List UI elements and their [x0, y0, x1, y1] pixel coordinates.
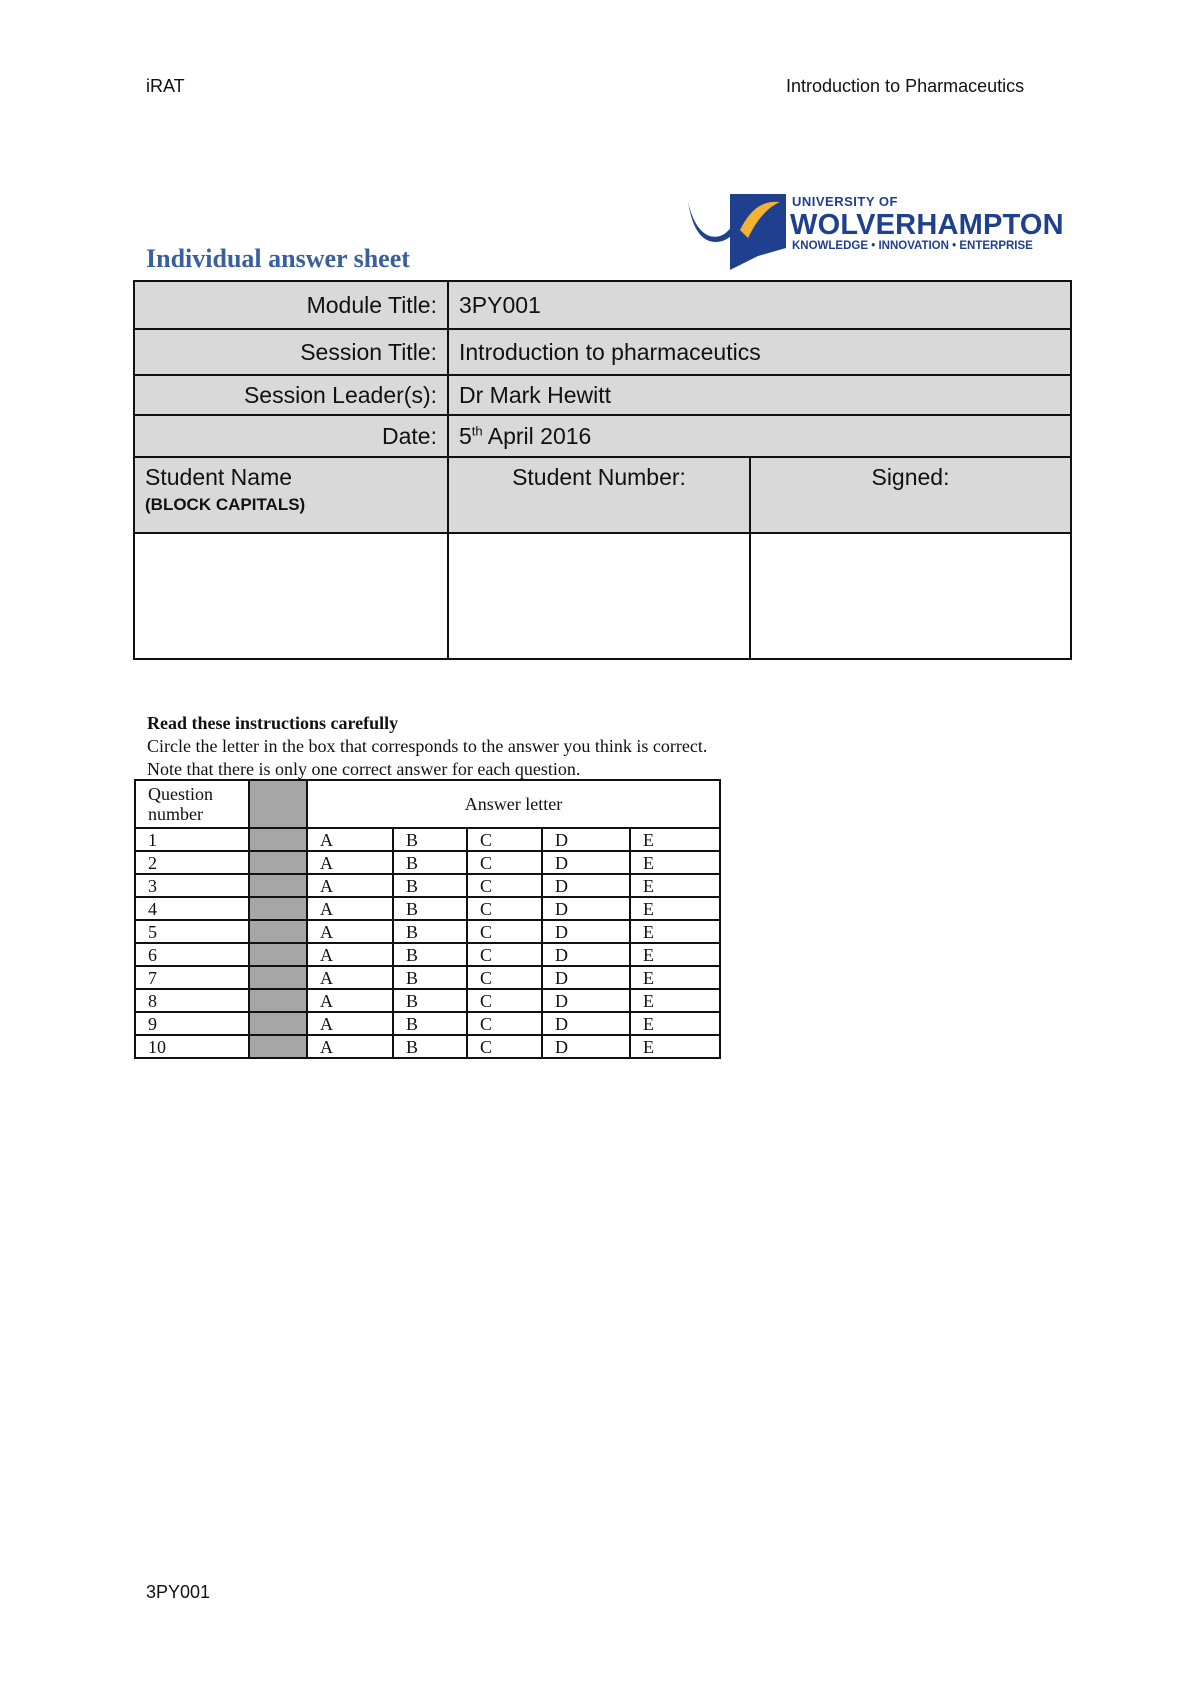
- question-number: 6: [135, 943, 249, 966]
- shaded-cell: [249, 1035, 307, 1058]
- table-row: [135, 874, 720, 897]
- question-number: 4: [135, 897, 249, 920]
- signature-field[interactable]: [750, 533, 1071, 659]
- answer-option[interactable]: C: [467, 989, 542, 1012]
- logo-line-2: WOLVERHAMPTON: [790, 209, 1064, 241]
- header-left: iRAT: [146, 76, 185, 96]
- table-row: [135, 1012, 720, 1035]
- table-row: [135, 897, 720, 920]
- module-title-label: Module Title:: [134, 281, 448, 329]
- answer-option[interactable]: D: [542, 874, 630, 897]
- answer-option[interactable]: C: [467, 897, 542, 920]
- answer-option[interactable]: E: [630, 874, 720, 897]
- answer-option[interactable]: E: [630, 1035, 720, 1058]
- question-number: 10: [135, 1035, 249, 1058]
- student-name-sub: (BLOCK CAPITALS): [145, 495, 306, 514]
- session-title-value: Introduction to pharmaceutics: [448, 329, 1071, 375]
- answer-option[interactable]: D: [542, 989, 630, 1012]
- answer-option[interactable]: E: [630, 851, 720, 874]
- date-rest: April 2016: [482, 422, 592, 449]
- session-info-table: [133, 280, 1072, 660]
- question-number-header: [135, 780, 249, 828]
- instructions-line-1: Circle the letter in the box that corresponds to the answer you think is correct.: [147, 736, 708, 756]
- answer-option[interactable]: D: [542, 920, 630, 943]
- answer-option[interactable]: B: [393, 966, 467, 989]
- footer-code: 3PY001: [146, 1582, 211, 1602]
- logo-tagline: KNOWLEDGE • INNOVATION • ENTERPRISE: [792, 240, 1033, 252]
- student-name-field[interactable]: [134, 533, 448, 659]
- answer-option[interactable]: C: [467, 943, 542, 966]
- student-number-field[interactable]: [448, 533, 750, 659]
- answer-option[interactable]: A: [307, 828, 393, 851]
- answer-option[interactable]: C: [467, 1035, 542, 1058]
- answer-option[interactable]: A: [307, 966, 393, 989]
- answer-option[interactable]: D: [542, 966, 630, 989]
- answer-table: [134, 779, 721, 1059]
- shaded-cell: [249, 920, 307, 943]
- question-number: 8: [135, 989, 249, 1012]
- answer-option[interactable]: A: [307, 874, 393, 897]
- answer-option[interactable]: B: [393, 1035, 467, 1058]
- answer-option[interactable]: B: [393, 851, 467, 874]
- date-value: [448, 415, 1071, 457]
- answer-option[interactable]: C: [467, 874, 542, 897]
- question-header-line-2: number: [148, 804, 203, 824]
- answer-option[interactable]: C: [467, 851, 542, 874]
- question-header-line-1: Question: [148, 784, 213, 804]
- answer-option[interactable]: D: [542, 897, 630, 920]
- shaded-cell: [249, 874, 307, 897]
- answer-option[interactable]: D: [542, 828, 630, 851]
- answer-option[interactable]: A: [307, 1012, 393, 1035]
- instructions-line-2: Note that there is only one correct answer for each question.: [147, 759, 581, 779]
- table-row: [135, 828, 720, 851]
- sheet-title: Individual answer sheet: [146, 244, 410, 273]
- session-title-label: Session Title:: [134, 329, 448, 375]
- table-row: [135, 943, 720, 966]
- answer-option[interactable]: C: [467, 966, 542, 989]
- answer-option[interactable]: A: [307, 989, 393, 1012]
- header-right: Introduction to Pharmaceutics: [786, 76, 1025, 96]
- signed-label: Signed:: [750, 457, 1071, 533]
- answer-option[interactable]: E: [630, 920, 720, 943]
- logo-emblem-icon: [686, 190, 786, 272]
- answer-option[interactable]: C: [467, 1012, 542, 1035]
- answer-option[interactable]: E: [630, 828, 720, 851]
- answer-option[interactable]: B: [393, 989, 467, 1012]
- shaded-cell: [249, 1012, 307, 1035]
- instructions-heading: Read these instructions carefully: [147, 713, 399, 733]
- question-number: 3: [135, 874, 249, 897]
- student-number-label: Student Number:: [448, 457, 750, 533]
- shaded-cell: [249, 897, 307, 920]
- shaded-cell: [249, 851, 307, 874]
- question-number: 2: [135, 851, 249, 874]
- answer-option[interactable]: E: [630, 989, 720, 1012]
- question-number: 7: [135, 966, 249, 989]
- date-day: 5: [459, 422, 472, 449]
- answer-option[interactable]: A: [307, 943, 393, 966]
- university-logo: [686, 190, 1064, 272]
- shaded-cell: [249, 989, 307, 1012]
- table-row: [135, 1035, 720, 1058]
- answer-option[interactable]: B: [393, 828, 467, 851]
- answer-option[interactable]: C: [467, 828, 542, 851]
- answer-option[interactable]: B: [393, 874, 467, 897]
- answer-option[interactable]: E: [630, 897, 720, 920]
- answer-option[interactable]: D: [542, 1012, 630, 1035]
- answer-option[interactable]: A: [307, 920, 393, 943]
- table-row: [135, 851, 720, 874]
- answer-option[interactable]: A: [307, 897, 393, 920]
- student-name-header: [134, 457, 448, 533]
- answer-option[interactable]: B: [393, 943, 467, 966]
- answer-option[interactable]: A: [307, 1035, 393, 1058]
- student-name-label: Student Name: [145, 464, 293, 490]
- answer-option[interactable]: E: [630, 966, 720, 989]
- logo-line-1: UNIVERSITY OF: [792, 194, 898, 209]
- answer-option[interactable]: B: [393, 897, 467, 920]
- table-row: [135, 966, 720, 989]
- table-row: [135, 920, 720, 943]
- shaded-cell: [249, 943, 307, 966]
- session-leader-value: Dr Mark Hewitt: [448, 375, 1071, 415]
- answer-option[interactable]: A: [307, 851, 393, 874]
- instructions: [147, 712, 707, 781]
- answer-letter-header: Answer letter: [307, 780, 720, 828]
- question-number: 9: [135, 1012, 249, 1035]
- session-leader-label: Session Leader(s):: [134, 375, 448, 415]
- module-title-value: 3PY001: [448, 281, 1071, 329]
- shaded-cell: [249, 828, 307, 851]
- answer-rows: [135, 828, 720, 1058]
- shaded-column: [249, 780, 307, 828]
- question-number: 5: [135, 920, 249, 943]
- date-suffix: th: [471, 422, 483, 438]
- answer-option[interactable]: C: [467, 920, 542, 943]
- answer-option[interactable]: B: [393, 920, 467, 943]
- answer-option[interactable]: D: [542, 943, 630, 966]
- table-row: [135, 989, 720, 1012]
- date-label: Date:: [134, 415, 448, 457]
- answer-option[interactable]: E: [630, 943, 720, 966]
- shaded-cell: [249, 966, 307, 989]
- question-number: 1: [135, 828, 249, 851]
- answer-option[interactable]: E: [630, 1012, 720, 1035]
- answer-option[interactable]: D: [542, 1035, 630, 1058]
- answer-option[interactable]: D: [542, 851, 630, 874]
- answer-option[interactable]: B: [393, 1012, 467, 1035]
